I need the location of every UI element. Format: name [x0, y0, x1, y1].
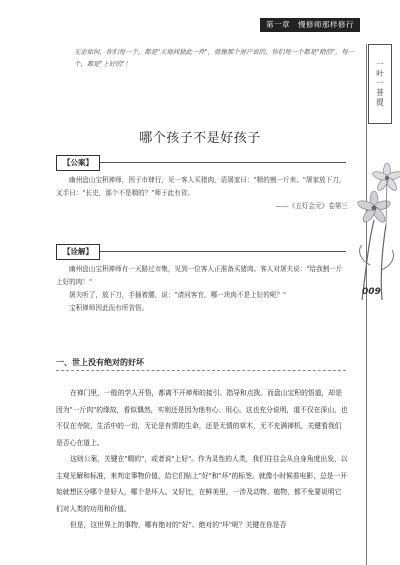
koan-text [56, 174, 348, 213]
side-margin-rule [366, 44, 367, 565]
flower-illustration [352, 150, 400, 300]
commentary-text [56, 263, 348, 315]
epigraph: 无论如何，你们每一个，都是"天地间独此一件"，就像那个屠户说的，你们每一个都是"精的"，每一个，都是"上好的"！ [74, 48, 355, 68]
koan-label: 【公案】 [56, 155, 100, 171]
commentary-line: 幽州盘山宝积禅师有一天路过市集，见到一位客人正准备买猪肉。客人对屠夫说："给我割一斤上好的肉！" [56, 265, 343, 286]
running-head: 第一章 慢修师那样修行 [260, 18, 360, 32]
koan-source: ——《五灯会元》卷第三 [275, 202, 348, 210]
body-text [56, 385, 348, 534]
section-heading: 一、世上没有绝对的好坏 [56, 358, 144, 367]
commentary-line: 宝积禅师因此而有所省悟。 [69, 304, 149, 312]
koan-line: 幽州盘山宝积禅师，因于市肆行，见一客人买猪肉，语屠家曰："精的割一斤来。"屠家放下刀，叉手曰："长史，那个不是精的？"师于此有省。 [56, 176, 346, 197]
article-title: 哪个孩子不是好孩子 [139, 131, 261, 146]
commentary-line: 屠夫听了，放下刀，手插着腰，说："请问客官，哪一块肉不是上好的呢？" [69, 291, 287, 299]
paragraph: 这则公案，关键在"精的"，或者说"上好"。作为灵性的人类，我们往往会从自身角度出发，以主观见解和标准，来判定事物价值，给它们贴上"好"和"坏"的标签。就像小时候看电影，总是一开始就想区分哪个是好人，哪个是坏人。又好比，在鲜美里，一涉及动物、植物，都不免要说明它们对人类的功用和价值。 [56, 455, 348, 513]
paragraph: 但是，这世界上的事物，哪有绝对的"好"、绝对的"坏"呢？关键在你是否 [70, 521, 287, 529]
paragraph: 在禅门里，一般的学人开悟，都离不开禅师的接引、指导和点拨。而盘山宝积的悟道，却是因为"一斤肉"的缘故，看似偶然，实则还是因为他有心、用心。这也充分说明，道不仅在深山，也不仅在寺院，生活中的一切，无论是有情的生命，还是无情的草木，无不充满禅机，关键看我们是否心在道上。 [56, 389, 348, 447]
commentary-label: 【诠解】 [56, 244, 100, 260]
side-tab: 一叶一菩提 [368, 44, 392, 124]
section-rule [56, 370, 346, 371]
page-number: 009 [362, 287, 381, 297]
